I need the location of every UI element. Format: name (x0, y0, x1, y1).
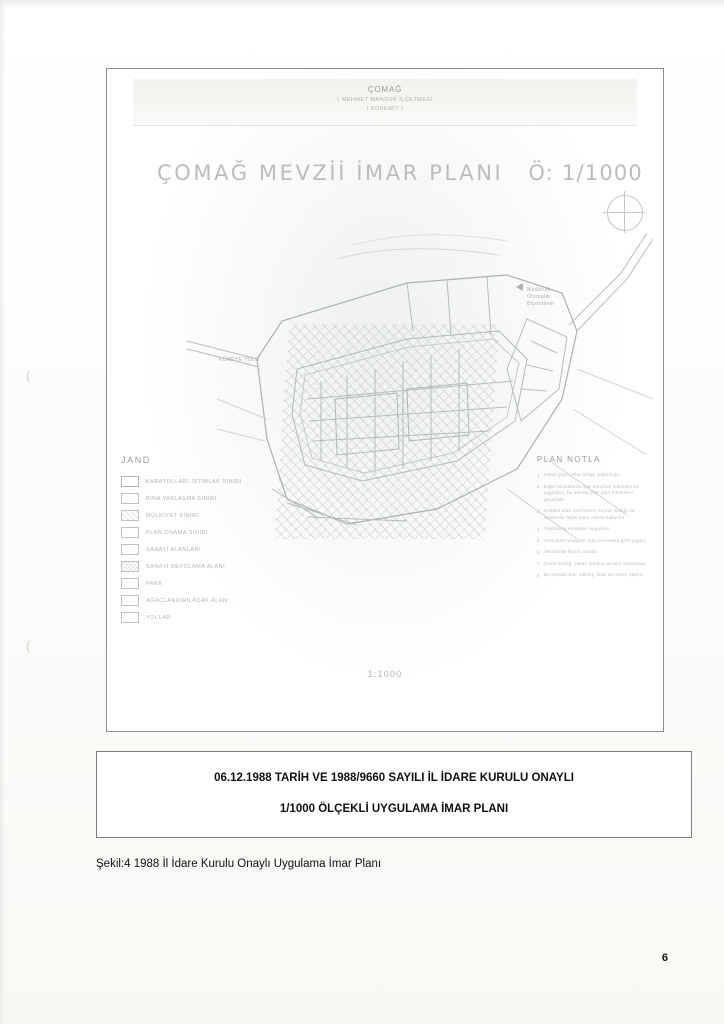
scan-artifact: ( (26, 368, 31, 383)
map-canvas (107, 69, 663, 731)
legend-key-swatch (121, 527, 139, 538)
legend-key-swatch (121, 493, 139, 504)
map-figure (106, 68, 664, 732)
map-drawing (107, 69, 663, 731)
legend-item-label: SANAYİ ALANLARI (146, 546, 202, 553)
legend-item-label: PARK (146, 580, 163, 587)
legend-key-swatch (121, 544, 139, 555)
legend-item (121, 541, 271, 558)
plan-note-text: Genel yapı / Plan bölge yoğunluğu. (544, 472, 621, 477)
legend-item (121, 507, 271, 524)
plan-note-item (537, 472, 649, 479)
legend-item-label: AĞAÇLANDIRILACAK ALAN (146, 597, 228, 604)
map-annotation: Otomatik (527, 294, 551, 300)
legend-item-label: MÜLKİYET SINIRI (146, 512, 199, 519)
plan-note-number: 4 (537, 526, 540, 532)
map-title: ÇOMAĞ MEVZİİ İMAR PLANI (157, 161, 504, 185)
plan-note-text: Arsa bölü hesapları ilgili mevzuata göre yapılır. (544, 537, 647, 543)
legend-item-label: BİNA YAKLAŞMA SINIRI (146, 495, 217, 502)
plan-note-text: Çekilen alan içeri bölüm buyruk aralığı ile Müşterek Taşıtı alanı olarak kullanılır. (544, 508, 635, 520)
legend-item (121, 490, 271, 507)
plan-note-item (537, 561, 649, 568)
map-annotation: Müdürlük (527, 287, 551, 293)
plan-note-text: Çevre kirliliği yapan kuruluş tesisler kurulamaz. (544, 560, 648, 566)
legend-item (121, 524, 271, 541)
plan-note-text: Bu planda imar edilmiş, imar ve revize yapılır. (544, 572, 644, 578)
map-legend (121, 455, 271, 626)
plan-note-number: 8 (537, 572, 540, 578)
sheet-header-line3: ( EDREMİT ) (366, 106, 404, 112)
figure-caption: Şekil:4 1988 İl İdare Kurulu Onaylı Uygulama İmar Planı (96, 858, 382, 870)
legend-key-swatch (121, 476, 139, 487)
plan-note-text: Tesislerde kayıtlı olanlar. (544, 549, 599, 555)
plan-note-item (537, 549, 649, 556)
plan-note-text: Diğer hususlarda ilgili mevzuat hükümlerine uygulanır, bu alanda imar plan hükümleri geçerlidir. (544, 483, 640, 502)
legend-item (121, 592, 271, 609)
legend-item-label: KARAYOLLARI İSTİMLAK SINIRI (146, 478, 242, 485)
legend-item (121, 609, 271, 626)
scan-edge-top (0, 0, 724, 8)
approval-caption-line1: 06.12.1988 TARİH VE 1988/9660 SAYILI İL İDARE KURULU ONAYLI (214, 772, 574, 784)
plan-note-number: 3 (537, 508, 540, 514)
plan-note-item (537, 526, 649, 533)
plan-notes-title: PLAN NOTLA (537, 455, 601, 464)
legend-key-swatch (121, 612, 139, 623)
plan-note-item (537, 572, 649, 579)
legend-item-label: SANAYİ DEPOLAMA ALANI (146, 563, 226, 570)
legend-item (121, 558, 271, 575)
plan-notes (537, 455, 649, 584)
page-number: 6 (661, 952, 668, 964)
plan-note-text: Yapılaşma emsalleri uygulanır. (544, 526, 611, 532)
map-scale-caption: 1:1000 (367, 669, 403, 679)
legend-key-swatch (121, 561, 139, 572)
plan-note-number: 7 (537, 561, 540, 567)
plan-note-number: 2 (537, 484, 540, 490)
legend-key-swatch (121, 510, 139, 521)
map-annotation: Biçerdöver (527, 301, 555, 307)
legend-item (121, 575, 271, 592)
plan-note-item (537, 508, 649, 521)
legend-item (121, 473, 271, 490)
plan-note-number: 1 (537, 472, 540, 478)
legend-key-swatch (121, 578, 139, 589)
approval-caption-line2: 1/1000 ÖLÇEKLİ UYGULAMA İMAR PLANI (279, 803, 509, 815)
approval-caption-box (96, 751, 692, 838)
map-annotation: KÜMEYE YOLU (219, 357, 260, 363)
scan-artifact: ( (26, 638, 31, 653)
sheet-header-line2: ( MEHMET MANSUR İLÇETMESİ (337, 97, 433, 103)
scan-edge-left (0, 0, 6, 1024)
sheet-header-line1: ÇOMAĞ (367, 85, 403, 94)
plan-note-item (537, 484, 649, 504)
legend-item-label: YOLLAR (146, 614, 171, 621)
plan-note-number: 6 (537, 549, 540, 555)
legend-key-swatch (121, 595, 139, 606)
plan-note-number: 5 (537, 538, 540, 544)
map-scale-title: Ö: 1/1000 (528, 161, 643, 185)
legend-item-label: PLAN ONAMA SINIRI (146, 529, 208, 536)
plan-note-item (537, 538, 649, 545)
legend-title: JAND (121, 455, 151, 465)
